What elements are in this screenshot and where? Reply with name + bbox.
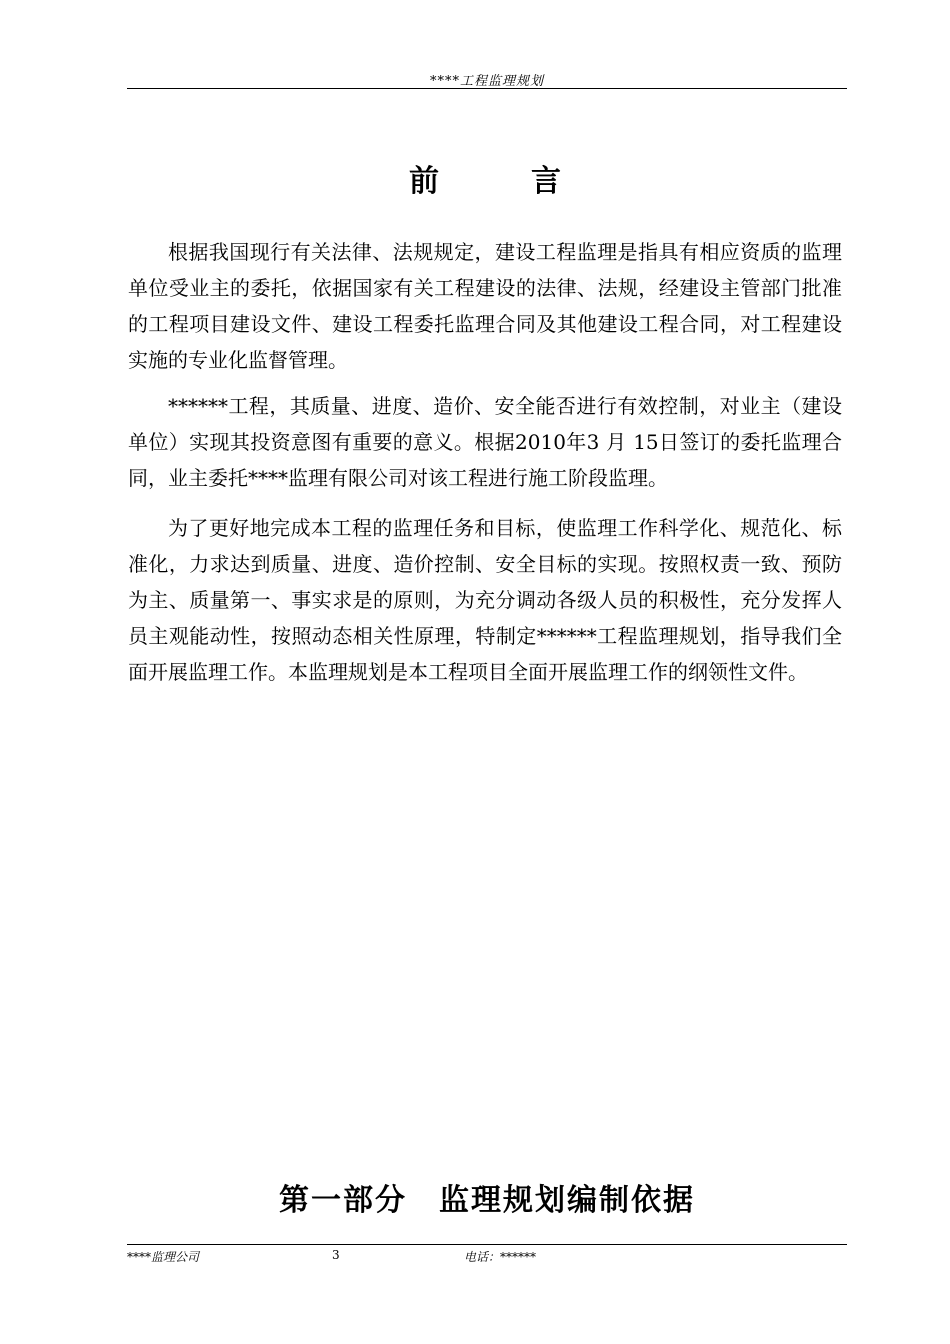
footer-company: ****监理公司 xyxy=(127,1250,200,1264)
preface-paragraph-1: 根据我国现行有关法律、法规规定，建设工程监理是指具有相应资质的监理单位受业主的委托，依据国家有关工程建设的法律、法规，经建设主管部门批准的工程项目建设文件、建设工程委托监理合同及其他建设工程合同，对工程建设实施的专业化监督管理。 xyxy=(128,240,842,372)
preface-title-right: 言 xyxy=(531,164,565,199)
preface-body xyxy=(128,234,842,700)
footer-phone: 电话：****** xyxy=(464,1250,537,1264)
footer-page-number: 3 xyxy=(332,1248,340,1262)
header-rule xyxy=(127,88,847,89)
preface-title-left: 前 xyxy=(409,164,443,199)
running-header: ****工程监理规划 xyxy=(429,74,544,89)
section-heading: 第一部分 监理规划编制依据 xyxy=(279,1183,695,1218)
preface-title xyxy=(127,156,847,200)
preface-paragraph-3: 为了更好地完成本工程的监理任务和目标，使监理工作科学化、规范化、标准化，力求达到质量、进度、造价控制、安全目标的实现。按照权责一致、预防为主、质量第一、事实求是的原则，为充分调动各级人员的积极性，充分发挥人员主观能动性，按照动态相关性原理，特制定******工程监理规划，指导我们全面开展监理工作。本监理规划是本工程项目全面开展监理工作的纲领性文件。 xyxy=(128,516,842,684)
preface-paragraph-2: ******工程，其质量、进度、造价、安全能否进行有效控制，对业主（建设单位）实现其投资意图有重要的意义。根据2010年3 月 15日签订的委托监理合同，业主委托****监理有限公司对该工程进行施工阶段监理。 xyxy=(128,394,842,490)
footer-rule xyxy=(127,1244,847,1245)
